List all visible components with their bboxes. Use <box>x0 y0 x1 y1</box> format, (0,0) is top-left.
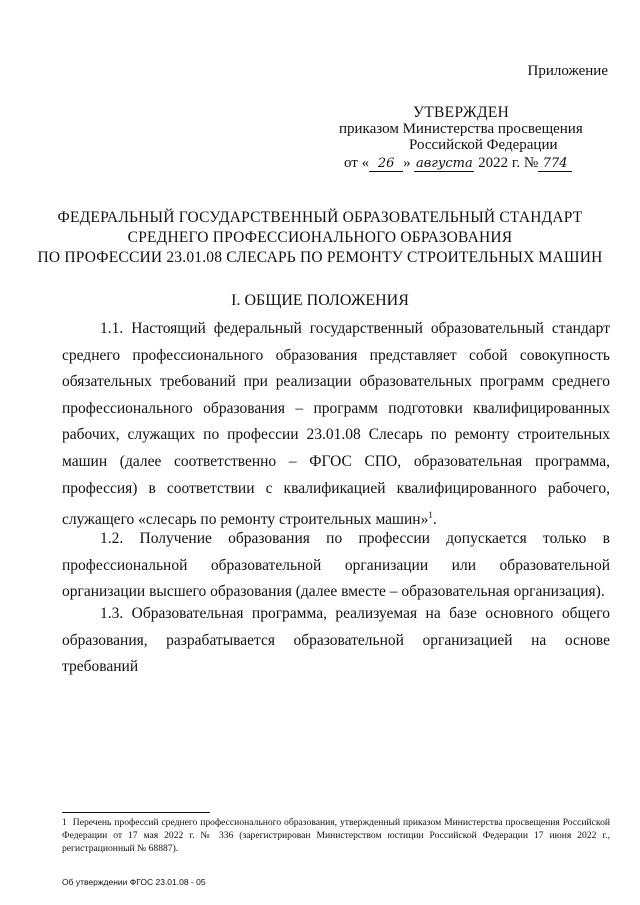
page-footer: Об утверждении ФГОС 23.01.08 - 05 <box>62 877 206 887</box>
section-heading: I. ОБЩИЕ ПОЛОЖЕНИЯ <box>231 292 409 309</box>
paragraph-1-1-end: . <box>432 511 437 529</box>
paragraph-1-2: 1.2. Получение образования по профессии допускается только в профессиональной образовательной организации или образовательной организации высшего образования (далее вместе – образовательная организация). <box>62 530 610 601</box>
paragraph-1-1-text: 1.1. Настоящий федеральный государственный образовательный стандарт среднего профессионального образования представляет собой совокупность обязательных требований при реализации образовательных программ среднего профессионального образования – программ подготовки квалифицированных рабочих, служащих по профессии 23.01.08 Слесарь по ремонту строительных машин (далее соответственно – ФГОС СПО, образовательная программа, профессия) в соответствии с квалификацией квалифицированного рабочего, служащего «слесарь по ремонту строительных машин» <box>62 320 610 529</box>
footnote <box>62 816 610 856</box>
approval-date-line <box>344 155 572 172</box>
date-suffix: 2022 г. № <box>478 155 539 171</box>
footnote-text: Перечень профессий среднего профессионального образования, утвержденный приказом Министерства просвещения Российской Федерации от 17 мая 2022 г. № 336 (зарегистрирован Министерством юстиции Российской Федерации 17 июня 2022 г., регистрационный № 68887). <box>62 817 610 855</box>
paragraph-1-3: 1.3. Образовательная программа, реализуемая на базе основного общего образования, разрабатывается образовательной организацией на основе требований <box>62 605 610 676</box>
handwritten-order-number: 774 <box>538 157 572 172</box>
date-mid: » <box>403 155 411 171</box>
handwritten-day: 26 <box>369 157 403 172</box>
approved-stamp-title: УТВЕРЖДЕН <box>413 104 510 121</box>
handwritten-month: августа <box>415 156 473 171</box>
appendix-label: Приложение <box>527 63 608 79</box>
document-title-line-3: ПО ПРОФЕССИИ 23.01.08 СЛЕСАРЬ ПО РЕМОНТУ СТРОИТЕЛЬНЫХ МАШИН <box>37 249 603 266</box>
approved-by-line: приказом Министерства просвещения <box>339 121 583 137</box>
paragraph-1-1 <box>62 316 610 534</box>
date-prefix: от « <box>344 155 370 171</box>
approved-country-line: Российской Федерации <box>409 137 558 153</box>
document-title-line-2: СРЕДНЕГО ПРОФЕССИОНАЛЬНОГО ОБРАЗОВАНИЯ <box>127 229 513 246</box>
footnote-mark: 1 <box>62 817 67 828</box>
footnote-divider <box>62 812 210 813</box>
document-title-line-1: ФЕДЕРАЛЬНЫЙ ГОСУДАРСТВЕННЫЙ ОБРАЗОВАТЕЛЬНЫЙ СТАНДАРТ <box>57 209 583 226</box>
footnote-reference[interactable]: 1 <box>428 510 433 521</box>
